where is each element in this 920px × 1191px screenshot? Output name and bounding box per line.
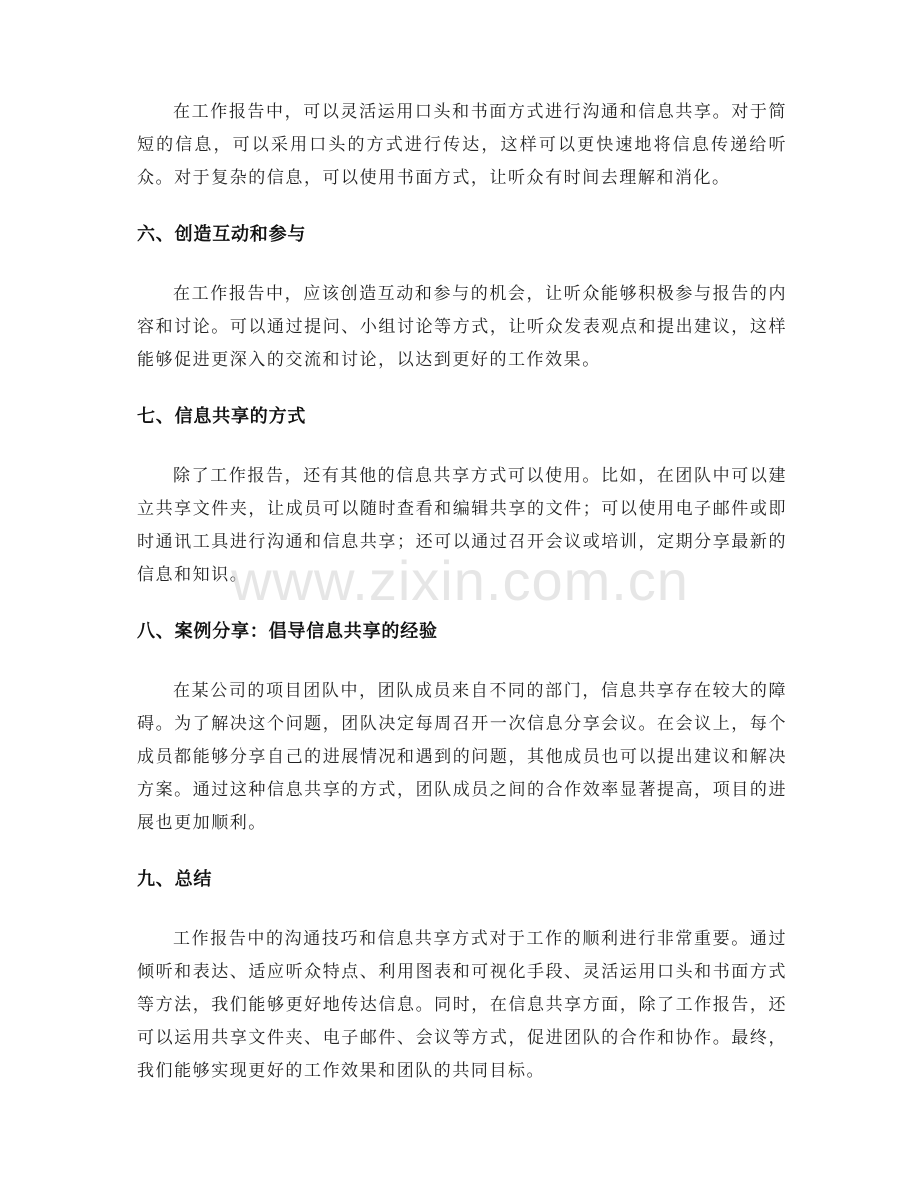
document-page <box>137 96 787 1088</box>
heading-section-6: 六、创造互动和参与 <box>137 224 307 245</box>
paragraph-interaction: 在工作报告中，应该创造互动和参与的机会，让听众能够积极参与报告的内容和讨论。可以通过提问、小组讨论等方式，让听众发表观点和提出建议，这样能够促进更深入的交流和讨论，以达到更好的工作效果。 <box>137 284 787 370</box>
heading-section-9: 九、总结 <box>137 869 213 890</box>
heading-section-7: 七、信息共享的方式 <box>137 406 307 427</box>
paragraph-communication-methods: 在工作报告中，可以灵活运用口头和书面方式进行沟通和信息共享。对于简短的信息，可以采用口头的方式进行传达，这样可以更快速地将信息传递给听众。对于复杂的信息，可以使用书面方式，让听众有时间去理解和消化。 <box>137 102 787 188</box>
site-watermark: www.zixin.com.cn <box>231 549 689 612</box>
heading-section-8: 八、案例分享：倡导信息共享的经验 <box>137 621 438 642</box>
paragraph-case-study: 在某公司的项目团队中，团队成员来自不同的部门，信息共享存在较大的障碍。为了解决这个问题，团队决定每周召开一次信息分享会议。在会议上，每个成员都能够分享自己的进展情况和遇到的问题，其他成员也可以提出建议和解决方案。通过这种信息共享的方式，团队成员之间的合作效率显著提高，项目的进展也更加顺利。 <box>137 681 787 833</box>
paragraph-sharing-methods: 除了工作报告，还有其他的信息共享方式可以使用。比如，在团队中可以建立共享文件夹，让成员可以随时查看和编辑共享的文件；可以使用电子邮件或即时通讯工具进行沟通和信息共享；还可以通过召开会议或培训，定期分享最新的信息和知识。 <box>137 466 787 585</box>
paragraph-summary: 工作报告中的沟通技巧和信息共享方式对于工作的顺利进行非常重要。通过倾听和表达、适应听众特点、利用图表和可视化手段、灵活运用口头和书面方式等方法，我们能够更好地传达信息。同时，在信息共享方面，除了工作报告，还可以运用共享文件夹、电子邮件、会议等方式，促进团队的合作和协作。最终，我们能够实现更好的工作效果和团队的共同目标。 <box>137 929 787 1081</box>
